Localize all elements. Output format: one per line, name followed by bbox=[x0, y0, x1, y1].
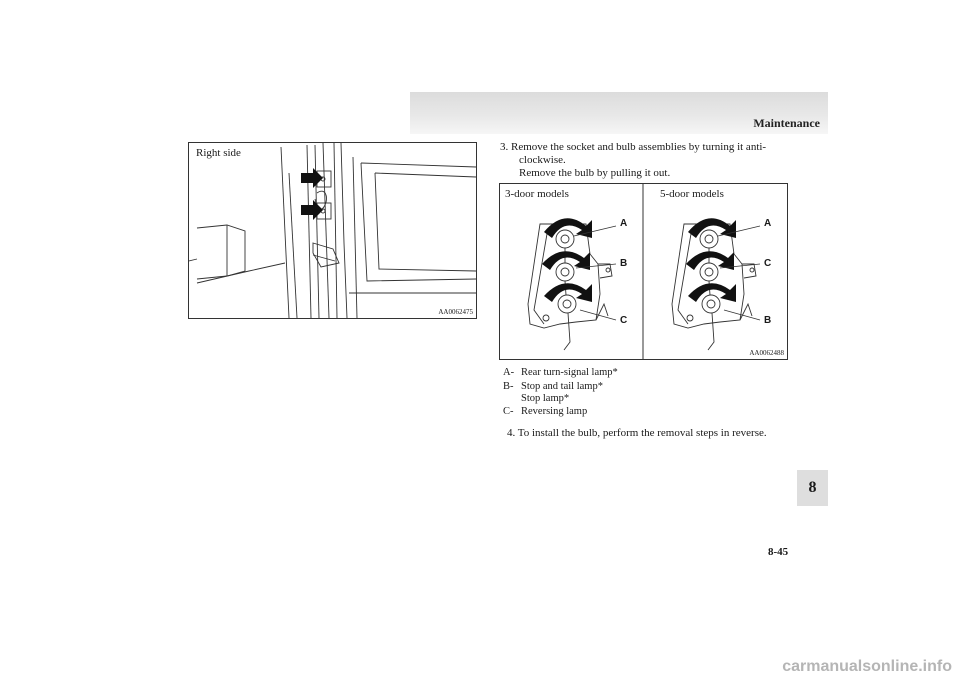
header-band bbox=[410, 92, 828, 134]
right-side-illustration bbox=[189, 143, 476, 318]
marker-left-3: C bbox=[620, 315, 628, 326]
legend-key bbox=[503, 393, 521, 404]
figure-label-right-side: Right side bbox=[196, 147, 241, 159]
figure-label-3-door: 3-door models bbox=[505, 188, 569, 200]
legend-key: B- bbox=[503, 381, 514, 392]
marker-left-1: A bbox=[620, 218, 628, 229]
legend-text: Rear turn-signal lamp* bbox=[521, 367, 618, 378]
section-title: Maintenance bbox=[753, 116, 820, 130]
step-3-line-1: 3. Remove the socket and bulb assemblies by turning it anti- bbox=[500, 141, 767, 153]
legend-text: Reversing lamp bbox=[521, 406, 588, 417]
marker-left-2: B bbox=[620, 258, 628, 269]
arrow-icon bbox=[301, 168, 323, 220]
legend-key: C- bbox=[503, 406, 514, 417]
figure-code: AA0062488 bbox=[749, 349, 784, 357]
legend-item-a bbox=[503, 367, 618, 378]
step-3 bbox=[500, 141, 800, 180]
marker-right-1: A bbox=[764, 218, 772, 229]
figure-label-5-door: 5-door models bbox=[660, 188, 724, 200]
step-3-line-2: clockwise. bbox=[519, 154, 566, 166]
figure-right-side bbox=[188, 142, 477, 319]
figure-code: AA0062475 bbox=[438, 308, 473, 316]
legend-item-c bbox=[503, 406, 587, 417]
figure-tail-lamps bbox=[499, 183, 788, 360]
legend-key: A- bbox=[503, 367, 515, 378]
chapter-tab: 8 bbox=[797, 470, 828, 506]
step-4: 4. To install the bulb, perform the removal steps in reverse. bbox=[507, 427, 767, 439]
step-3-line-3: Remove the bulb by pulling it out. bbox=[519, 167, 671, 179]
legend-text: Stop lamp* bbox=[521, 393, 570, 404]
legend-item-b-alt bbox=[503, 393, 569, 404]
watermark: carmanualsonline.info bbox=[782, 658, 952, 675]
page-number: 8-45 bbox=[768, 546, 789, 558]
marker-right-3: B bbox=[764, 315, 772, 326]
marker-right-2: C bbox=[764, 258, 772, 269]
tail-lamp-illustration bbox=[500, 184, 787, 359]
legend-item-b bbox=[503, 381, 603, 392]
legend-text: Stop and tail lamp* bbox=[521, 381, 603, 392]
